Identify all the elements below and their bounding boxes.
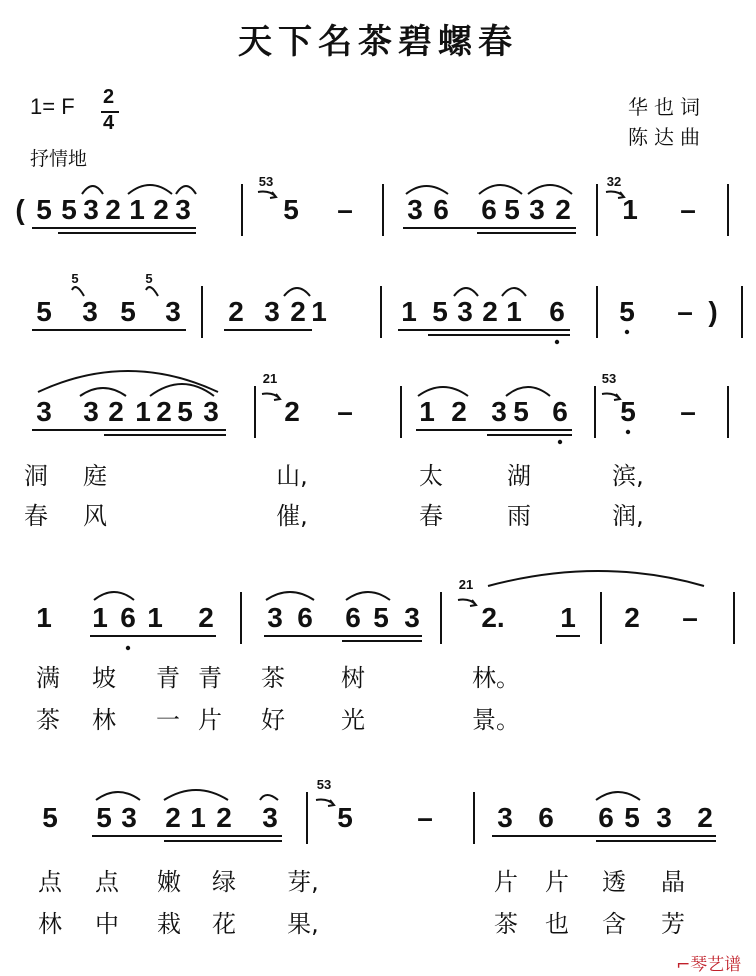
lyric-char: 片: [545, 868, 569, 896]
note: 2: [697, 802, 713, 833]
note: 2.: [481, 602, 505, 633]
note: 1: [560, 602, 576, 633]
note: 6: [481, 194, 497, 225]
note: 6: [297, 602, 313, 633]
note: 5: [337, 802, 353, 833]
grace-note: 21: [458, 577, 474, 592]
grace-note: 5: [145, 271, 153, 286]
song-title: 天下名茶碧螺春: [238, 22, 518, 62]
note: 6: [552, 396, 568, 427]
note: 1: [36, 602, 52, 633]
lyric-char: 芳: [661, 910, 685, 938]
note: 5: [42, 802, 58, 833]
note: –: [337, 396, 353, 427]
note: 6: [345, 602, 361, 633]
grace-note: 53: [316, 777, 332, 792]
lyric-char: 青: [156, 664, 180, 692]
note: (: [15, 194, 25, 225]
note: 1: [506, 296, 522, 327]
note: 3: [407, 194, 423, 225]
lyric-char: 透: [602, 868, 626, 896]
note: –: [337, 194, 353, 225]
lyric-char: 光: [341, 706, 365, 734]
note: 1: [135, 396, 151, 427]
lyric-char: 风: [83, 502, 107, 530]
note: 5: [36, 296, 52, 327]
note: 3: [264, 296, 280, 327]
lyric-char: 嫩: [157, 868, 181, 896]
note: 2: [216, 802, 232, 833]
composer-credit: 陈达曲: [628, 125, 706, 149]
note: 1: [129, 194, 145, 225]
lyric-char: 一: [156, 706, 180, 734]
watermark-icon: ⌐: [676, 955, 691, 975]
note: 3: [497, 802, 513, 833]
lyric-char: 中: [95, 910, 119, 938]
note: 5: [61, 194, 77, 225]
note: 1: [311, 296, 327, 327]
note: 2: [284, 396, 300, 427]
note: 3: [121, 802, 137, 833]
note: 2: [290, 296, 306, 327]
note: 3: [82, 296, 98, 327]
watermark-text: 琴艺谱: [690, 955, 742, 975]
key-signature: 1= F: [30, 94, 75, 119]
note: 3: [83, 396, 99, 427]
note: 5: [36, 194, 52, 225]
lyric-char: 景。: [472, 706, 520, 734]
lyric-char: 片: [198, 706, 222, 734]
lyric-char: 片: [494, 868, 518, 896]
lyric-char: 树: [341, 664, 365, 692]
grace-note: 21: [262, 371, 278, 386]
note: 3: [175, 194, 191, 225]
note: 3: [203, 396, 219, 427]
note: 2: [451, 396, 467, 427]
lyric-char: 催,: [276, 502, 308, 530]
note: 5: [504, 194, 520, 225]
note: 3: [529, 194, 545, 225]
note: 2: [105, 194, 121, 225]
note: 1: [401, 296, 417, 327]
grace-note: 53: [601, 371, 617, 386]
time-signature-top: 2: [103, 86, 115, 108]
lyric-char: 晶: [661, 868, 685, 896]
note: –: [680, 396, 696, 427]
note: 3: [83, 194, 99, 225]
note: 6: [549, 296, 565, 327]
lyric-char: 庭: [83, 462, 107, 490]
note: 2: [198, 602, 214, 633]
note: 3: [491, 396, 507, 427]
lyric-char: 润,: [612, 502, 644, 530]
lyricist-credit: 华也词: [628, 95, 706, 119]
lyric-char: 春: [419, 502, 443, 530]
note: 2: [156, 396, 172, 427]
note: 6: [120, 602, 136, 633]
lyric-char: 青: [198, 664, 222, 692]
note: 1: [92, 602, 108, 633]
note: 5: [513, 396, 529, 427]
note: 2: [165, 802, 181, 833]
lyric-char: 果,: [287, 910, 319, 938]
lyric-char: 雨: [507, 502, 531, 530]
lyric-char: 茶: [494, 910, 518, 938]
note: 3: [165, 296, 181, 327]
lyric-char: 芽,: [287, 868, 319, 896]
lyric-char: 绿: [212, 868, 236, 896]
note: 1: [190, 802, 206, 833]
note: 5: [283, 194, 299, 225]
lyric-char: 花: [212, 910, 236, 938]
lyric-char: 坡: [92, 664, 116, 692]
note: 5: [619, 296, 635, 327]
note: 5: [177, 396, 193, 427]
lyric-char: 太: [419, 462, 443, 490]
note: 5: [96, 802, 112, 833]
note: 2: [624, 602, 640, 633]
note: 3: [262, 802, 278, 833]
note: 3: [457, 296, 473, 327]
lyric-char: 林: [92, 706, 116, 734]
lyric-char: 林。: [472, 664, 520, 692]
grace-note: 53: [258, 174, 274, 189]
lyric-char: 春: [24, 502, 48, 530]
lyric-char: 滨,: [612, 462, 644, 490]
note: 5: [432, 296, 448, 327]
note: –: [417, 802, 433, 833]
tempo-marking: 抒情地: [30, 148, 88, 170]
lyric-char: 山,: [276, 462, 308, 490]
lyric-char: 点: [95, 868, 119, 896]
note: ): [708, 296, 718, 327]
lyric-char: 湖: [507, 462, 531, 490]
note: 3: [404, 602, 420, 633]
note: 5: [620, 396, 636, 427]
lyric-char: 好: [261, 706, 285, 734]
note: 2: [482, 296, 498, 327]
lyric-char: 林: [38, 910, 62, 938]
note: –: [677, 296, 693, 327]
note: –: [680, 194, 696, 225]
grace-note: 32: [606, 174, 622, 189]
time-signature-bottom: 4: [103, 112, 115, 134]
note: 6: [598, 802, 614, 833]
note: 1: [147, 602, 163, 633]
note: 1: [622, 194, 638, 225]
lyric-char: 含: [602, 910, 626, 938]
lyric-char: 也: [545, 910, 569, 938]
note: 6: [538, 802, 554, 833]
note: 6: [433, 194, 449, 225]
note: –: [682, 602, 698, 633]
lyric-char: 满: [36, 664, 60, 692]
note: 1: [419, 396, 435, 427]
note: 5: [624, 802, 640, 833]
lyric-char: 点: [38, 868, 62, 896]
note: 2: [153, 194, 169, 225]
note: 5: [373, 602, 389, 633]
note: 3: [36, 396, 52, 427]
note: 3: [267, 602, 283, 633]
note: 2: [108, 396, 124, 427]
lyric-char: 茶: [36, 706, 60, 734]
watermark-logo: [676, 950, 741, 975]
note: 2: [555, 194, 571, 225]
lyric-char: 茶: [261, 664, 285, 692]
lyric-char: 洞: [24, 462, 48, 490]
lyric-char: 栽: [157, 910, 181, 938]
grace-note: 5: [71, 271, 79, 286]
note: 3: [656, 802, 672, 833]
note: 2: [228, 296, 244, 327]
note: 5: [120, 296, 136, 327]
